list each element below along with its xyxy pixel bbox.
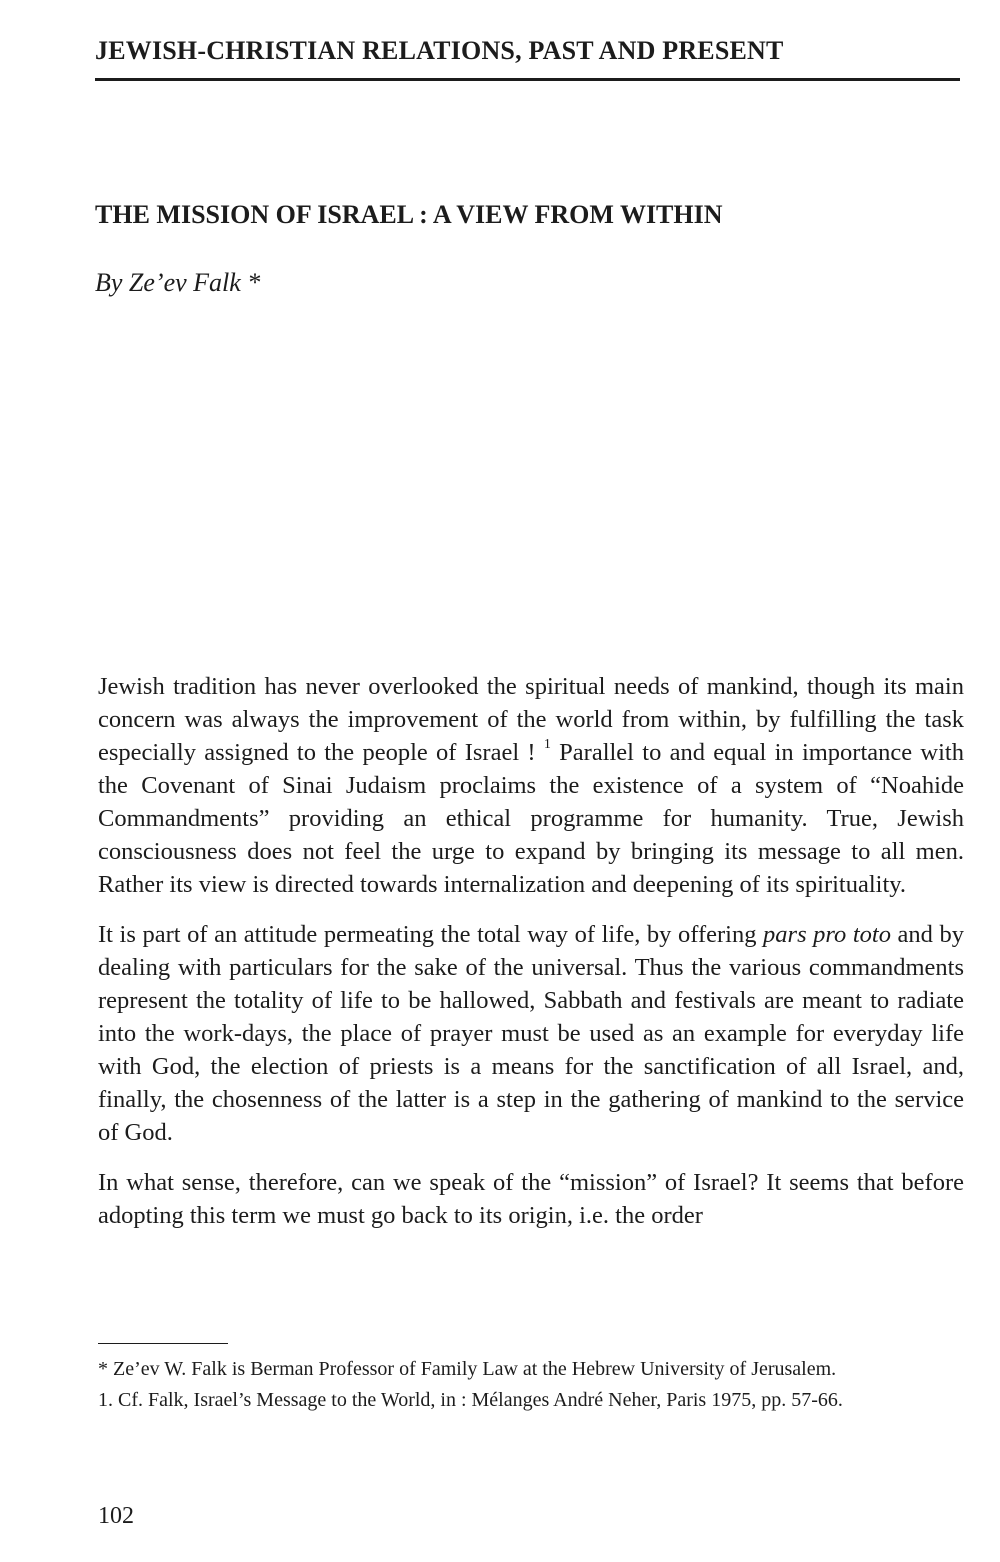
paragraph-2-text-b: and by dealing with particulars for the sake of the universal. Thus the various commandments represent the totality of life to be hallowed, Sabbath and festivals are meant to radiate into the work-days, the place of prayer must be used as an example for everyday life with God, the election of priests is a means for the sanctification of all Israel, and, finally, the chosenness of the latter is a step in the gathering of mankind to the service of God.	[98, 921, 964, 1146]
footnotes	[98, 1355, 964, 1417]
body-paragraph-1	[98, 670, 964, 901]
paragraph-2-italic-phrase: pars pro toto	[763, 921, 891, 948]
paragraph-1-text-b: Parallel to and equal in importance with the Covenant of Sinai Judaism proclaims the existence of a system of “Noahide Commandments” providing an ethical programme for humanity. True, Jewish consciousness does not feel the urge to expand by bringing its message to all men. Rather its view is directed towards internalization and deepening of its spirituality.	[98, 739, 964, 898]
page-number: 102	[98, 1503, 134, 1529]
header-rule	[95, 78, 960, 81]
body-paragraph-3: In what sense, therefore, can we speak of the “mission” of Israel? It seems that before adopting this term we must go back to its origin, i.e. the order	[98, 1169, 964, 1229]
footnote-ref-1: 1	[543, 736, 551, 752]
footnote-author: * Ze’ev W. Falk is Berman Professor of Family Law at the Hebrew University of Jerusalem.	[98, 1358, 837, 1380]
article-title: THE MISSION OF ISRAEL : A VIEW FROM WITHIN	[95, 200, 723, 229]
footnote-1: 1. Cf. Falk, Israel’s Message to the World, in : Mélanges André Neher, Paris 1975, pp. 57-66.	[98, 1389, 843, 1411]
article-body	[98, 670, 964, 1249]
running-header-title: JEWISH-CHRISTIAN RELATIONS, PAST AND PRESENT	[95, 36, 784, 65]
article-byline: By Ze’ev Falk *	[95, 268, 261, 297]
paragraph-1-text-a: Jewish tradition has never overlooked the spiritual needs of mankind, though its main concern was always the improvement of the world from within, by fulfilling the task especially assigned to the people of Israel !	[98, 673, 964, 766]
body-paragraph-2	[98, 918, 964, 1149]
paragraph-2-text-a: It is part of an attitude permeating the total way of life, by offering	[98, 921, 764, 948]
footnote-separator	[98, 1343, 228, 1344]
